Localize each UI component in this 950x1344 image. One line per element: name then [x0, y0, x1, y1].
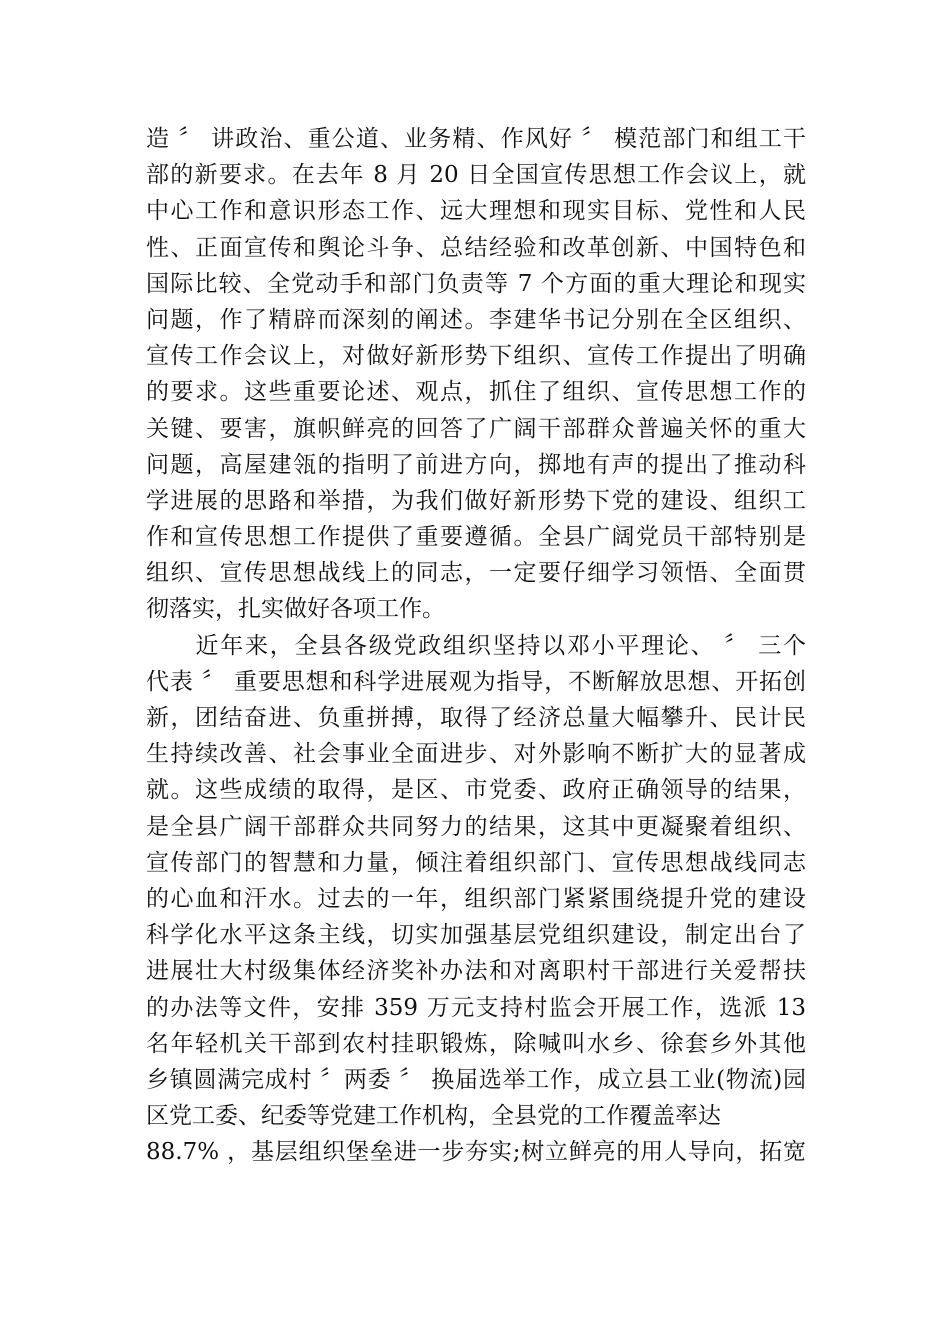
text-line: 中心工作和意识形态工作、远大理想和现实目标、党性和人民 — [146, 198, 806, 225]
text-line: 就。这些成绩的取得，是区、市党委、政府正确领导的结果， — [146, 777, 806, 804]
text-line: 进展壮大村级集体经济奖补办法和对离职村干部进行关爱帮扶 — [146, 958, 806, 985]
text-line: 宣传部门的智慧和力量，倾注着组织部门、宣传思想战线同志 — [146, 849, 806, 876]
text-line: 名年轻机关干部到农村挂职锻炼，除喊叫水乡、徐套乡外其他 — [146, 1030, 806, 1057]
text-line: 宣传工作会议上，对做好新形势下组织、宣传工作提出了明确 — [146, 343, 806, 370]
text-line: 的要求。这些重要论述、观点，抓住了组织、宣传思想工作的 — [146, 379, 806, 406]
text-line: 近年来，全县各级党政组织坚持以邓小平理论、 〞 三个 — [146, 632, 806, 659]
paragraph-2 — [146, 628, 806, 1171]
text-line: 部的新要求。在去年 8 月 20 日全国宣传思想工作会议上，就 — [146, 162, 806, 189]
text-line: 乡镇圆满完成村 〞两委 〞 换届选举工作，成立县工业(物流)园 — [146, 1066, 806, 1093]
text-line: 是全县广阔干部群众共同努力的结果，这其中更凝聚着组织、 — [146, 813, 806, 840]
text-line: 彻落实，扎实做好各项工作。 — [146, 596, 445, 623]
text-line: 学进展的思路和举措，为我们做好新形势下党的建设、组织工 — [146, 487, 806, 514]
paragraph-1 — [146, 121, 806, 628]
text-line: 问题，高屋建瓴的指明了前进方向，掷地有声的提出了推动科 — [146, 451, 806, 478]
text-line: 88.7% ，基层组织堡垒进一步夯实;树立鲜亮的用人导向，拓宽 — [146, 1139, 806, 1166]
text-line: 的心血和汗水。过去的一年，组织部门紧紧围绕提升党的建设 — [146, 885, 806, 912]
text-line: 组织、宣传思想战线上的同志，一定要仔细学习领悟、全面贯 — [146, 560, 806, 587]
text-line: 科学化水平这条主线，切实加强基层党组织建设，制定出台了 — [146, 922, 806, 949]
text-line: 区党工委、纪委等党建工作机构，全县党的工作覆盖率达 — [146, 1103, 721, 1130]
text-line: 性、正面宣传和舆论斗争、总结经验和改革创新、中国特色和 — [146, 234, 806, 261]
text-line: 新，团结奋进、负重拼搏，取得了经济总量大幅攀升、民计民 — [146, 705, 806, 731]
text-line: 造 〞 讲政治、重公道、业务精、作风好 〞 模范部门和组工干 — [146, 126, 806, 152]
text-line: 作和宣传思想工作提供了重要遵循。全县广阔党员干部特别是 — [146, 524, 806, 551]
text-line: 的办法等文件，安排 359 万元支持村监会开展工作，选派 13 — [146, 994, 806, 1021]
text-line: 关键、要害，旗帜鲜亮的回答了广阔干部群众普遍关怀的重大 — [146, 415, 806, 442]
text-line: 生持续改善、社会事业全面进步、对外影响不断扩大的显著成 — [146, 741, 806, 768]
text-line: 代表 〞 重要思想和科学进展观为指导，不断解放思想、开拓创 — [146, 668, 806, 695]
document-body — [146, 121, 806, 1170]
text-line: 问题，作了精辟而深刻的阐述。李建华书记分别在全区组织、 — [146, 306, 806, 333]
text-line: 国际比较、全党动手和部门负责等 7 个方面的重大理论和现实 — [146, 270, 806, 297]
